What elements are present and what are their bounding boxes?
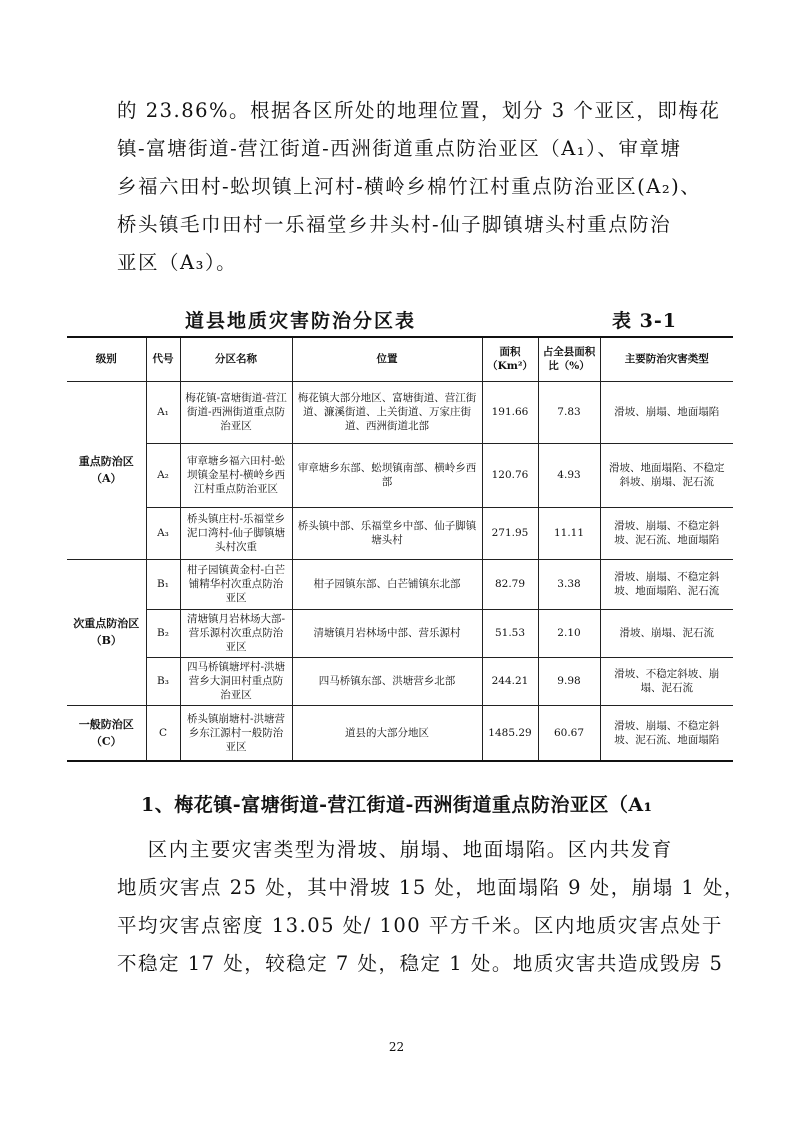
location-cell: 审章塘乡东部、蚣坝镇南部、横岭乡西部 [292,443,482,507]
zoning-table [67,336,733,762]
table-title: 道县地质灾害防治分区表 [185,310,417,332]
ratio-cell: 60.67 [538,705,600,761]
location-cell: 桥头镇中部、乐福堂乡中部、仙子脚镇塘头村 [292,507,482,559]
name-cell: 桥头镇崩塘村-洪塘营乡东江源村一般防治亚区 [180,705,292,761]
hazards-cell: 滑坡、崩塌、地面塌陷 [600,381,733,443]
hazards-cell: 滑坡、崩塌、不稳定斜坡、地面塌陷、泥石流 [600,559,733,609]
name-cell: 清塘镇月岩林场大部-营乐源村次重点防治亚区 [180,609,292,657]
code-cell: A₂ [146,443,180,507]
area-cell: 191.66 [482,381,538,443]
location-cell: 道县的大部分地区 [292,705,482,761]
text-line: 不稳定 17 处，较稳定 7 处，稳定 1 处。地质灾害共造成毁房 5 [117,952,724,975]
code-cell: B₁ [146,559,180,609]
code-cell: A₃ [146,507,180,559]
table-row [67,609,733,657]
table-header-row [67,337,733,381]
page-number: 22 [388,1040,405,1054]
hazards-cell: 滑坡、不稳定斜坡、崩塌、泥石流 [600,657,733,705]
ratio-cell: 11.11 [538,507,600,559]
table-row [67,705,733,761]
hazards-cell: 滑坡、崩塌、不稳定斜坡、泥石流、地面塌陷 [600,507,733,559]
code-cell: B₂ [146,609,180,657]
section-heading: 1、梅花镇-富塘街道-营江街道-西洲街道重点防治亚区（A₁ [141,794,653,816]
text-line: 镇-富塘街道-营江街道-西洲街道重点防治亚区（A₁）、审章塘 [117,137,682,160]
text-line: 亚区（A₃）。 [117,251,238,274]
table-row [67,559,733,609]
code-cell: C [146,705,180,761]
table-row [67,381,733,443]
table-row [67,657,733,705]
area-cell: 51.53 [482,609,538,657]
header-ratio: 占全县面积比（%） [538,337,600,381]
ratio-cell: 9.98 [538,657,600,705]
area-cell: 120.76 [482,443,538,507]
table-number: 表 3-1 [612,310,677,332]
area-cell: 82.79 [482,559,538,609]
header-code: 代号 [146,337,180,381]
name-cell: 梅花镇-富塘街道-营江街道-西洲街道重点防治亚区 [180,381,292,443]
name-cell: 桥头镇庄村-乐福堂乡泥口湾村-仙子脚镇塘头村次重 [180,507,292,559]
text-line: 平均灾害点密度 13.05 处/ 100 平方千米。区内地质灾害点处于 [117,914,723,937]
hazards-cell: 滑坡、崩塌、泥石流 [600,609,733,657]
area-cell: 244.21 [482,657,538,705]
text-line: 区内主要灾害类型为滑坡、崩塌、地面塌陷。区内共发育 [117,838,673,861]
text-line: 地质灾害点 25 处，其中滑坡 15 处，地面塌陷 9 处，崩塌 1 处， [117,876,746,899]
code-cell: B₃ [146,657,180,705]
name-cell: 柑子园镇黄金村-白芒铺精华村次重点防治亚区 [180,559,292,609]
intro-paragraph [117,92,721,282]
table-row [67,507,733,559]
hazards-cell: 滑坡、崩塌、不稳定斜坡、泥石流、地面塌陷 [600,705,733,761]
text-line: 乡福六田村-蚣坝镇上河村-横岭乡棉竹江村重点防治亚区(A₂)、 [117,175,702,198]
section-paragraph [117,831,746,983]
code-cell: A₁ [146,381,180,443]
header-area: 面积（Km²） [482,337,538,381]
level-cell: 一般防治区（C） [67,705,146,761]
level-cell: 次重点防治区（B） [67,559,146,705]
header-name: 分区名称 [180,337,292,381]
ratio-cell: 7.83 [538,381,600,443]
header-location: 位置 [292,337,482,381]
hazards-cell: 滑坡、地面塌陷、不稳定斜坡、崩塌、泥石流 [600,443,733,507]
location-cell: 柑子园镇东部、白芒铺镇东北部 [292,559,482,609]
area-cell: 1485.29 [482,705,538,761]
level-cell: 重点防治区（A） [67,381,146,559]
table-row [67,443,733,507]
location-cell: 梅花镇大部分地区、富塘街道、营江街道、濂溪街道、上关街道、万家庄街道、西洲街道北部 [292,381,482,443]
location-cell: 四马桥镇东部、洪塘营乡北部 [292,657,482,705]
location-cell: 清塘镇月岩林场中部、营乐源村 [292,609,482,657]
ratio-cell: 3.38 [538,559,600,609]
area-cell: 271.95 [482,507,538,559]
text-line: 桥头镇毛巾田村一乐福堂乡井头村-仙子脚镇塘头村重点防治 [117,213,672,236]
name-cell: 四马桥镇塘坪村-洪塘营乡大洞田村重点防治亚区 [180,657,292,705]
ratio-cell: 2.10 [538,609,600,657]
ratio-cell: 4.93 [538,443,600,507]
header-level: 级别 [67,337,146,381]
text-line: 的 23.86%。根据各区所处的地理位置，划分 3 个亚区，即梅花 [117,99,721,122]
name-cell: 审章塘乡福六田村-蚣坝镇金星村-横岭乡西江村重点防治亚区 [180,443,292,507]
header-hazards: 主要防治灾害类型 [600,337,733,381]
